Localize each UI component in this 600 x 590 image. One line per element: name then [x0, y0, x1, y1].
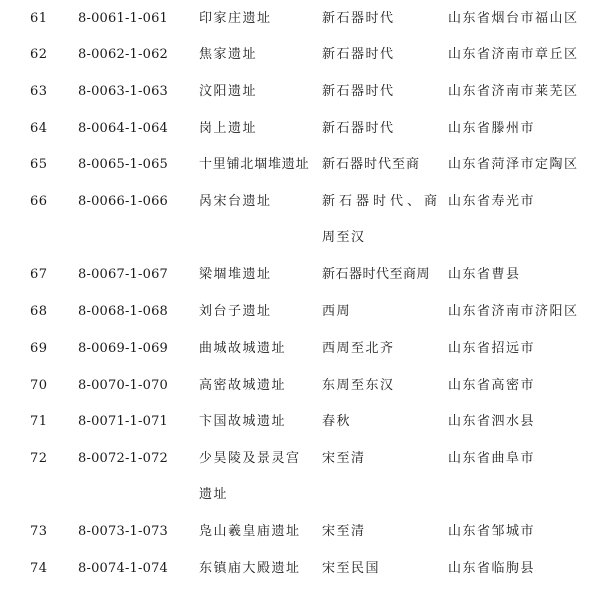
site-location: 山东省济南市莱芜区 — [448, 84, 579, 99]
site-era: 新石器时代 — [322, 121, 395, 136]
site-code: 8-0062-1-062 — [78, 47, 169, 62]
site-location: 山东省曲阜市 — [448, 451, 536, 466]
site-name: 刘台子遗址 — [199, 304, 272, 319]
site-name: 焦家遗址 — [199, 47, 258, 62]
site-location: 山东省招远市 — [448, 341, 536, 356]
site-location: 山东省烟台市福山区 — [448, 11, 579, 26]
site-name: 汶阳遗址 — [199, 84, 258, 99]
site-era: 新石器时代至商周 — [322, 267, 431, 282]
row-number: 64 — [30, 121, 48, 136]
site-name: 高密故城遗址 — [199, 378, 287, 393]
site-era: 西周至北齐 — [322, 341, 395, 356]
site-era: 新石器时代至商 — [322, 157, 421, 172]
site-era: 新石器时代 — [322, 84, 395, 99]
site-code: 8-0065-1-065 — [78, 157, 169, 172]
site-name: 梁堌堆遗址 — [199, 267, 272, 282]
row-number: 70 — [30, 378, 48, 393]
row-number: 62 — [30, 47, 48, 62]
row-number: 66 — [30, 194, 48, 209]
site-location: 山东省高密市 — [448, 378, 536, 393]
site-code: 8-0070-1-070 — [78, 378, 169, 393]
site-location: 山东省济南市济阳区 — [448, 304, 579, 319]
site-name: 曲城故城遗址 — [199, 341, 287, 356]
site-name: 少昊陵及景灵宫 — [199, 451, 301, 466]
site-name: 凫山羲皇庙遗址 — [199, 524, 301, 539]
site-location: 山东省泗水县 — [448, 414, 536, 429]
site-code: 8-0072-1-072 — [78, 451, 169, 466]
site-era: 宋至清 — [322, 524, 366, 539]
site-name: 岗上遗址 — [199, 121, 258, 136]
site-code: 8-0064-1-064 — [78, 121, 169, 136]
site-era: 新石器时代 — [322, 47, 395, 62]
row-number: 73 — [30, 524, 48, 539]
site-location: 山东省菏泽市定陶区 — [448, 157, 579, 172]
site-name-continued: 遗址 — [199, 487, 229, 502]
site-code: 8-0067-1-067 — [78, 267, 169, 282]
site-name: 印家庄遗址 — [199, 11, 272, 26]
site-location: 山东省济南市章丘区 — [448, 47, 579, 62]
site-era: 新石器时代 — [322, 11, 395, 26]
site-location: 山东省临朐县 — [448, 561, 536, 576]
site-era: 新石器时代、商 — [322, 194, 442, 209]
site-code: 8-0071-1-071 — [78, 414, 169, 429]
site-location: 山东省邹城市 — [448, 524, 536, 539]
site-era: 东周至东汉 — [322, 378, 395, 393]
row-number: 63 — [30, 84, 48, 99]
row-number: 61 — [30, 11, 48, 26]
site-code: 8-0061-1-061 — [78, 11, 169, 26]
site-code: 8-0066-1-066 — [78, 194, 169, 209]
site-era: 西周 — [322, 304, 352, 319]
row-number: 72 — [30, 451, 48, 466]
row-number: 71 — [30, 414, 48, 429]
site-code: 8-0063-1-063 — [78, 84, 169, 99]
site-name: 呙宋台遗址 — [199, 194, 272, 209]
site-code: 8-0073-1-073 — [78, 524, 169, 539]
site-name: 卞国故城遗址 — [199, 414, 287, 429]
site-era: 宋至清 — [322, 451, 366, 466]
row-number: 74 — [30, 561, 48, 576]
row-number: 65 — [30, 157, 48, 172]
site-name: 东镇庙大殿遗址 — [199, 561, 301, 576]
row-number: 67 — [30, 267, 48, 282]
site-era: 春秋 — [322, 414, 352, 429]
site-era-continued: 周至汉 — [322, 230, 366, 245]
site-location: 山东省寿光市 — [448, 194, 536, 209]
site-location: 山东省滕州市 — [448, 121, 536, 136]
site-code: 8-0074-1-074 — [78, 561, 169, 576]
row-number: 68 — [30, 304, 48, 319]
site-era: 宋至民国 — [322, 561, 381, 576]
site-location: 山东省曹县 — [448, 267, 521, 282]
site-code: 8-0069-1-069 — [78, 341, 169, 356]
site-name: 十里铺北堌堆遗址 — [199, 157, 310, 172]
site-code: 8-0068-1-068 — [78, 304, 169, 319]
row-number: 69 — [30, 341, 48, 356]
